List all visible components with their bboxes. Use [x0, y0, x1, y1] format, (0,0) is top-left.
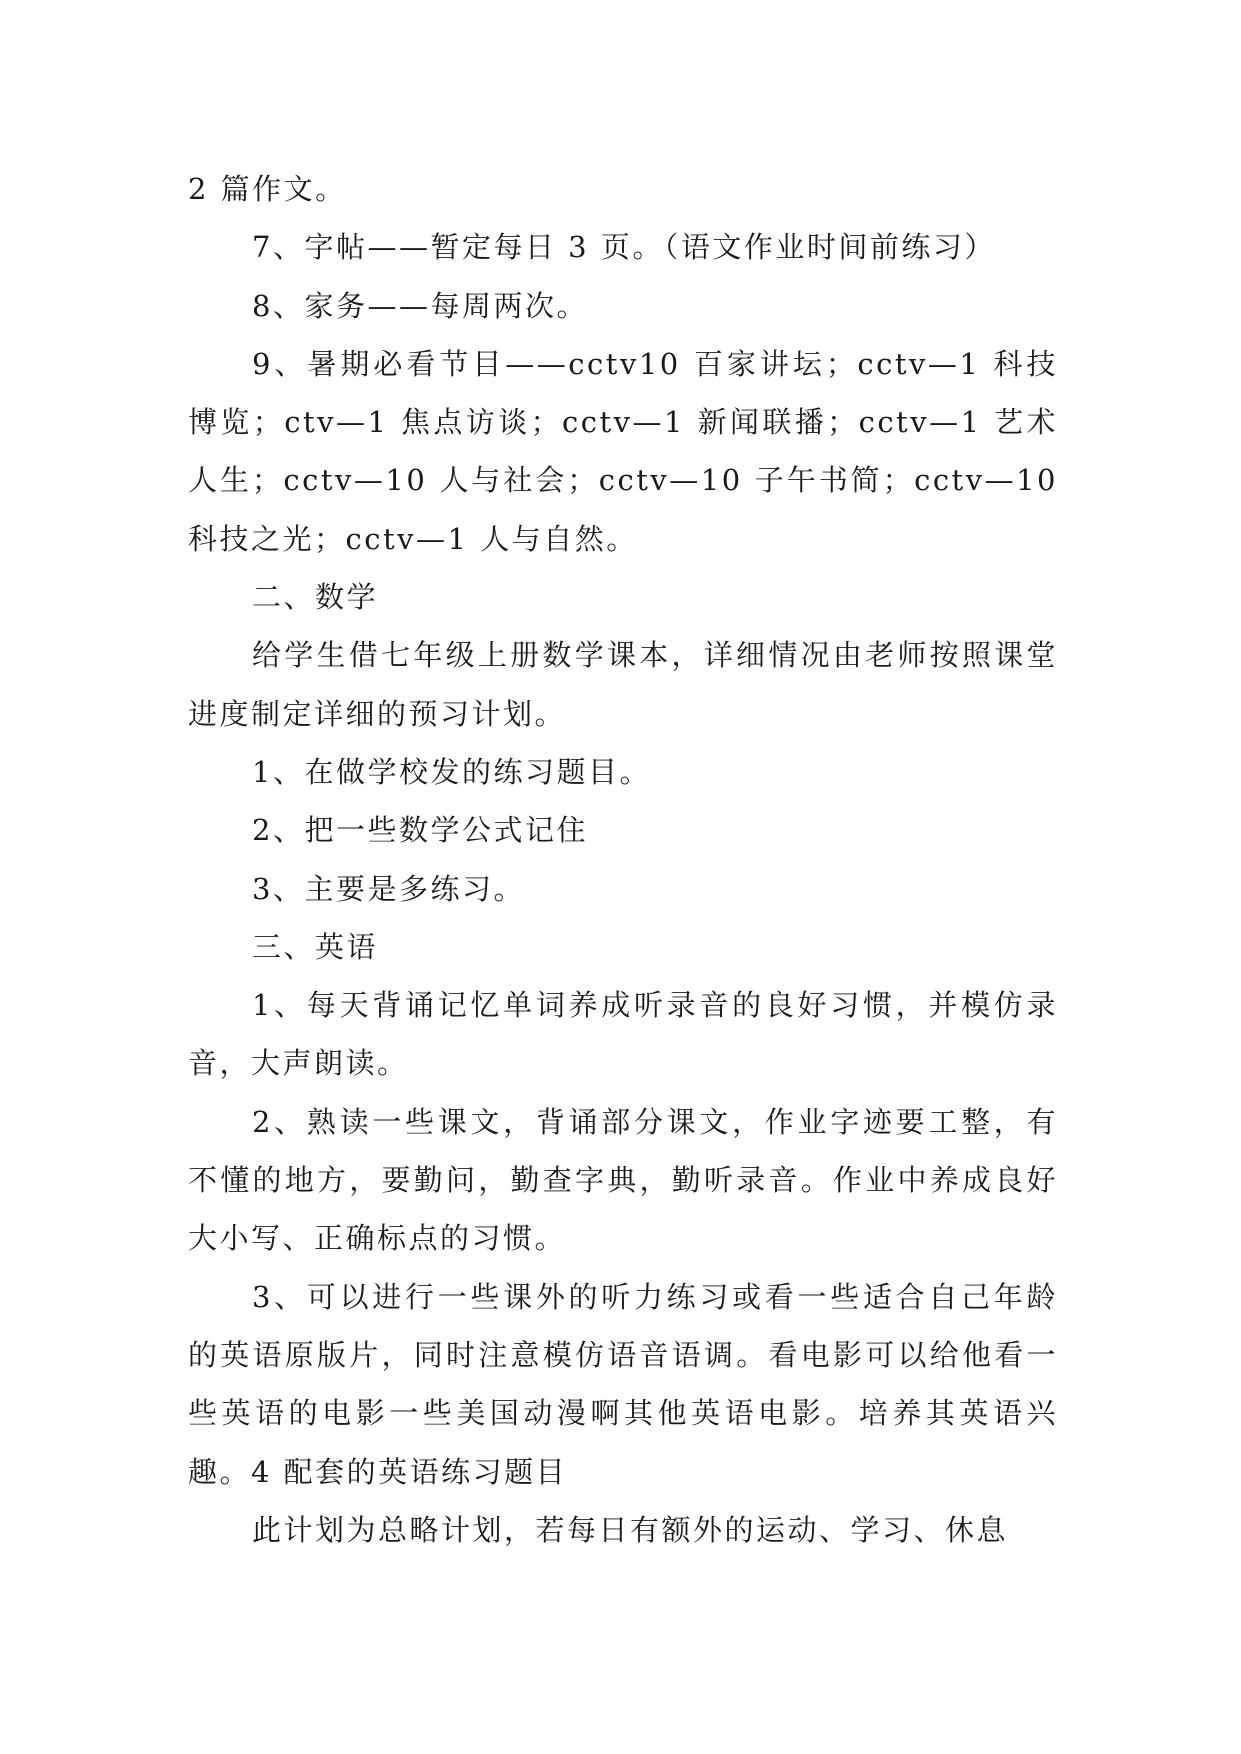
paragraph-essay-count: 2 篇作文。 [188, 172, 347, 206]
paragraph-item-9-tv-programs: 9、暑期必看节目——cctv10 百家讲坛；cctv—1 科技博览；ctv—1 焦点访谈；cctv—1 新闻联播；cctv—1 艺术人生；cctv—10 人与社会；cctv—10 子午书简；cctv—10 科技之光；cctv—1 人与自然。 [188, 346, 1058, 556]
section-heading-english: 三、英语 [252, 929, 379, 964]
paragraph-math-item-2: 2、把一些数学公式记住 [252, 813, 588, 848]
paragraph-item-8-chores: 8、家务——每周两次。 [252, 288, 588, 323]
paragraph-math-item-1: 1、在做学校发的练习题目。 [252, 754, 651, 789]
paragraph-english-item-3: 3、可以进行一些课外的听力练习或看一些适合自己年龄的英语原版片，同时注意模仿语音语调。看电影可以给他看一些英语的电影一些美国动漫啊其他英语电影。培养其英语兴趣。4 配套的英语练习题目 [188, 1279, 1058, 1489]
paragraph-math-item-3: 3、主要是多练习。 [252, 871, 525, 906]
paragraph-english-item-2: 2、熟读一些课文，背诵部分课文，作业字迹要工整，有不懂的地方，要勤问，勤查字典，勤听录音。作业中养成良好大小写、正确标点的习惯。 [188, 1104, 1058, 1256]
document-body [188, 160, 1058, 1559]
paragraph-item-7-copybook: 7、字帖——暂定每日 3 页。（语文作业时间前练习） [252, 230, 996, 265]
paragraph-closing-note: 此计划为总略计划，若每日有额外的运动、学习、休息 [252, 1512, 1009, 1547]
paragraph-math-intro: 给学生借七年级上册数学课本，详细情况由老师按照课堂进度制定详细的预习计划。 [188, 638, 1058, 731]
section-heading-math: 二、数学 [252, 580, 379, 615]
paragraph-english-item-1: 1、每天背诵记忆单词养成听录音的良好习惯，并模仿录音，大声朗读。 [188, 988, 1058, 1081]
